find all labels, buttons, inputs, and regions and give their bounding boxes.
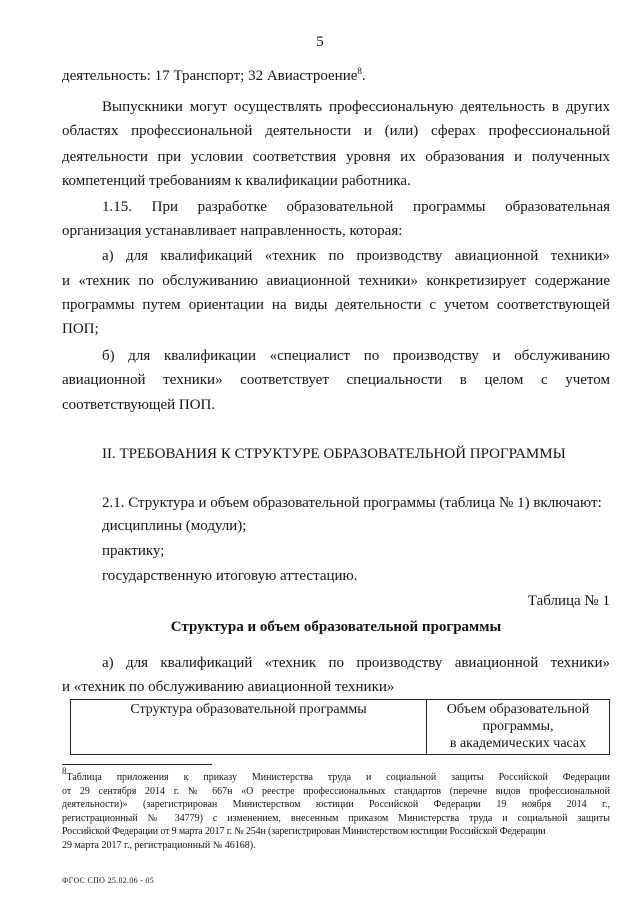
footnote-line: Российской Федерации от 9 марта 2017 г. № 254н (зарегистрирован Министерством юстиции Российской Федерации <box>62 826 546 837</box>
paragraph-graduates-line: Выпускники могут осуществлять профессиональную деятельность в других <box>102 99 610 115</box>
footnote-line <box>62 766 610 785</box>
table-subtitle-line: и «техник по обслуживанию авиационной техники» <box>62 679 395 695</box>
section-intro: 2.1. Структура и объем образовательной программы (таблица № 1) включают: <box>102 495 602 511</box>
paragraph-period: . <box>361 68 366 84</box>
item-a-line: и «техник по обслуживанию авиационной техники» конкретизирует содержание <box>62 273 610 289</box>
paragraph-text: деятельность: 17 Транспорт; 32 Авиастроение <box>62 68 358 84</box>
footnote-text: Таблица приложения к приказу Министерства труда и социальной защиты Российской Федерации <box>66 772 610 783</box>
paragraph-graduates-line: областях профессиональной деятельности и (или) сферах профессиональной <box>62 123 610 139</box>
list-item: государственную итоговую аттестацию. <box>102 568 358 584</box>
clause-1-15-line: организация устанавливает направленность, которая: <box>62 223 403 239</box>
table-title: Структура и объем образовательной программы <box>170 619 502 635</box>
footer-code: ФГОС СПО 25.02.06 - 05 <box>62 876 155 885</box>
section-heading: II. ТРЕБОВАНИЯ К СТРУКТУРЕ ОБРАЗОВАТЕЛЬНОЙ ПРОГРАММЫ <box>102 446 566 462</box>
item-b-line: б) для квалификации «специалист по производству и обслуживанию <box>102 348 610 364</box>
table-header-volume <box>427 700 610 755</box>
clause-1-15-line: 1.15. При разработке образовательной программы образовательная <box>102 199 610 215</box>
table-header-volume-line: программы, <box>482 719 554 734</box>
page-number: 5 <box>316 34 324 50</box>
table-subtitle-line: а) для квалификаций «техник по производству авиационной техники» <box>102 655 610 671</box>
list-item: практику; <box>102 543 165 559</box>
table-header-row <box>71 700 610 755</box>
structure-table <box>70 699 610 755</box>
table-header-volume-line: Объем образовательной <box>446 702 590 717</box>
item-b-line: авиационной техники» соответствует специальности в целом с учетом <box>62 372 610 388</box>
footnote-line: 29 марта 2017 г., регистрационный № 46168). <box>62 839 256 851</box>
footnote-reference[interactable]: 8 <box>357 66 362 76</box>
table-header-volume-line: в академических часах <box>449 736 587 751</box>
footnote-line: деятельности)» (зарегистрирован Министерством юстиции Российской Федерации 19 ноября 2014 г., <box>62 799 610 810</box>
footnote-line: от 29 сентября 2014 г. № 667н «О реестре профессиональных стандартов (перечне видов профессиональной <box>62 785 610 797</box>
list-item: дисциплины (модули); <box>102 518 247 534</box>
paragraph-graduates-line: компетенций требованиям к квалификации работника. <box>62 173 411 189</box>
paragraph-graduates-line: деятельности при условии соответствия уровня их образования и полученных <box>62 149 610 165</box>
footnote-divider <box>62 764 212 765</box>
item-a-line: программы путем ориентации на виды деятельности с учетом соответствующей <box>62 297 610 313</box>
table-header-structure: Структура образовательной программы <box>71 700 427 755</box>
item-b-line: соответствующей ПОП. <box>62 397 216 413</box>
footnote-mark: 8 <box>62 766 67 776</box>
item-a-line: а) для квалификаций «техник по производству авиационной техники» <box>102 248 610 264</box>
footnote-line: регистрационный № 34779) с изменением, внесенным приказом Министерства труда и социальной защиты <box>62 812 610 824</box>
footnote <box>62 766 610 852</box>
table-label: Таблица № 1 <box>527 593 610 609</box>
item-a-line: ПОП; <box>62 321 99 337</box>
paragraph-continuation <box>62 66 610 86</box>
